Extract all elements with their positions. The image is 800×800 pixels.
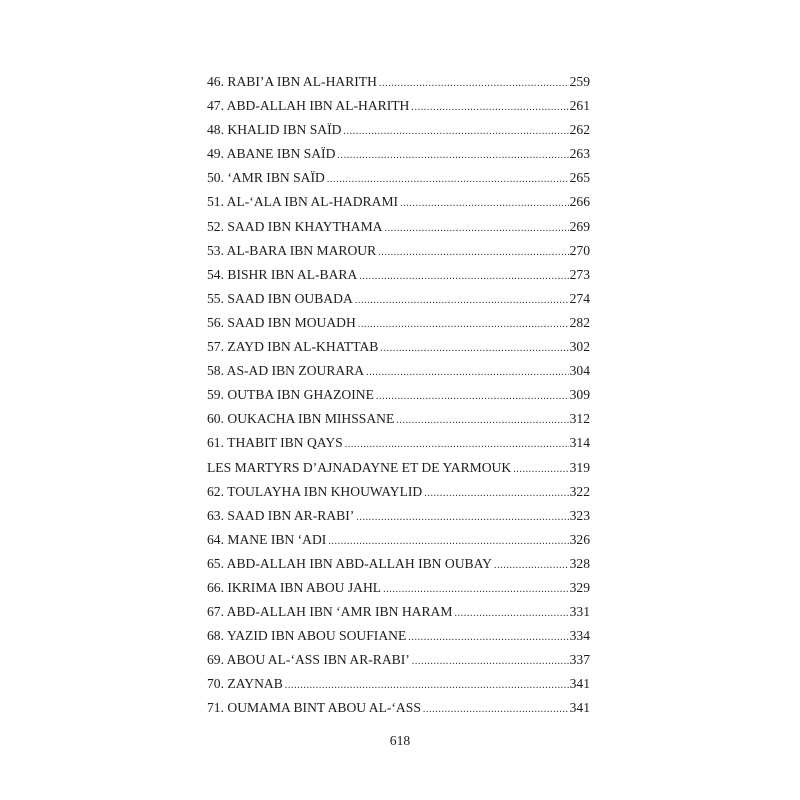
toc-entry-page: 328	[569, 555, 590, 571]
toc-entry-page: 270	[569, 242, 590, 258]
toc-entry-title: 54. BISHR IBN AL-BARA	[207, 266, 358, 282]
toc-entry	[207, 146, 590, 170]
dot-leader	[400, 198, 569, 209]
dot-leader	[454, 608, 568, 619]
dot-leader	[379, 78, 569, 89]
toc-entry	[207, 387, 590, 411]
toc-entry-title: 64. MANE IBN ‘ADI	[207, 531, 327, 547]
toc-entry-title: 60. OUKACHA IBN MIHSSANE	[207, 411, 395, 427]
toc-entry-page: 322	[569, 483, 590, 499]
toc-entry-title: 62. TOULAYHA IBN KHOUWAYLID	[207, 483, 423, 499]
toc-entry-title: 56. SAAD IBN MOUADH	[207, 314, 356, 330]
toc-entry	[207, 98, 590, 122]
toc-entry-title: 66. IKRIMA IBN ABOU JAHL	[207, 579, 382, 595]
toc-entry-page: 341	[569, 700, 590, 716]
toc-entry-page: 261	[569, 98, 590, 114]
toc-entry-page: 309	[569, 387, 590, 403]
toc-entry-title: 69. ABOU AL-‘ASS IBN AR-RABI’	[207, 652, 410, 668]
toc-entry	[207, 74, 590, 98]
toc-entry-title: 49. ABANE IBN SAÏD	[207, 146, 336, 162]
toc-entry-title: 47. ABD-ALLAH IBN AL-HARITH	[207, 98, 410, 114]
toc-entry-title: LES MARTYRS D’AJNADAYNE ET DE YARMOUK	[207, 459, 512, 475]
toc-entry-page: 269	[569, 218, 590, 234]
toc-entry-page: 282	[569, 314, 590, 330]
dot-leader	[328, 536, 568, 547]
toc-entry-title: 50. ‘AMR IBN SAÏD	[207, 170, 325, 186]
dot-leader	[285, 680, 569, 691]
toc-entry	[207, 219, 590, 243]
toc-entry-title: 59. OUTBA IBN GHAZOINE	[207, 387, 374, 403]
toc-entry-title: 46. RABI’A IBN AL-HARITH	[207, 74, 377, 89]
toc-entry	[207, 315, 590, 339]
dot-leader	[408, 632, 568, 643]
toc-entry-page: 331	[569, 604, 590, 620]
toc-entry-page: 319	[569, 459, 590, 475]
toc-entry	[207, 676, 590, 700]
dot-leader	[337, 150, 568, 161]
toc-entry	[207, 628, 590, 652]
toc-entry-page: 259	[569, 74, 590, 89]
toc-entry	[207, 556, 590, 580]
dot-leader	[356, 512, 568, 523]
toc-entry-title: 67. ABD-ALLAH IBN ‘AMR IBN HARAM	[207, 604, 453, 620]
dot-leader	[327, 174, 569, 185]
toc-entry	[207, 194, 590, 218]
toc-entry	[207, 267, 590, 291]
toc-entry-title: 48. KHALID IBN SAÏD	[207, 122, 342, 138]
dot-leader	[424, 488, 568, 499]
toc-entry-title: 51. AL-‘ALA IBN AL-HADRAMI	[207, 194, 399, 210]
toc-entry	[207, 170, 590, 194]
dot-leader	[411, 102, 568, 113]
toc-entry-page: 329	[569, 579, 590, 595]
toc-entry	[207, 460, 590, 484]
page-number: 618	[389, 733, 411, 748]
toc-entry-title: 52. SAAD IBN KHAYTHAMA	[207, 218, 383, 234]
dot-leader	[423, 704, 569, 715]
dot-leader	[359, 271, 568, 282]
dot-leader	[412, 656, 569, 667]
toc-entry	[207, 243, 590, 267]
toc-entry-title: 61. THABIT IBN QAYS	[207, 435, 343, 451]
toc-entry-page: 334	[569, 628, 590, 644]
toc-entry	[207, 532, 590, 556]
toc-entry	[207, 700, 590, 724]
dot-leader	[343, 126, 568, 137]
toc-entry-title: 58. AS-AD IBN ZOURARA	[207, 363, 365, 379]
toc-entry-page: 302	[569, 339, 590, 355]
toc-entry	[207, 411, 590, 435]
dot-leader	[355, 295, 569, 306]
toc-entry-page: 274	[569, 290, 590, 306]
toc-entry-page: 341	[569, 676, 590, 692]
toc-entry-page: 266	[569, 194, 590, 210]
dot-leader	[366, 367, 569, 378]
dot-leader	[513, 464, 568, 475]
toc-entry	[207, 122, 590, 146]
toc-entry-page: 314	[569, 435, 590, 451]
toc-entry-page: 263	[569, 146, 590, 162]
dot-leader	[396, 415, 568, 426]
dot-leader	[380, 343, 568, 354]
dot-leader	[383, 584, 569, 595]
dot-leader	[384, 223, 568, 234]
toc-entry-title: 57. ZAYD IBN AL-KHATTAB	[207, 339, 379, 355]
dot-leader	[358, 319, 569, 330]
dot-leader	[345, 439, 569, 450]
dot-leader	[376, 391, 569, 402]
toc-entry-title: 63. SAAD IBN AR-RABI’	[207, 507, 355, 523]
toc-entry-page: 326	[569, 531, 590, 547]
toc-entry-page: 312	[569, 411, 590, 427]
toc-entry-title: 71. OUMAMA BINT ABOU AL-‘ASS	[207, 700, 421, 716]
toc-entry-page: 337	[569, 652, 590, 668]
toc-entry-page: 304	[569, 363, 590, 379]
toc-entry	[207, 652, 590, 676]
toc-entry-title: 55. SAAD IBN OUBADA	[207, 290, 353, 306]
toc-entry-title: 53. AL-BARA IBN MAROUR	[207, 242, 377, 258]
dot-leader	[494, 560, 569, 571]
toc-entry-title: 65. ABD-ALLAH IBN ABD-ALLAH IBN OUBAY	[207, 555, 492, 571]
toc-entry	[207, 339, 590, 363]
toc-entry-page: 265	[569, 170, 590, 186]
toc-entry	[207, 508, 590, 532]
toc-entry-title: 70. ZAYNAB	[207, 676, 283, 692]
toc-entry	[207, 484, 590, 508]
toc-entry	[207, 435, 590, 459]
toc-entry-page: 323	[569, 507, 590, 523]
toc-entry-title: 68. YAZID IBN ABOU SOUFIANE	[207, 628, 407, 644]
table-of-contents	[207, 74, 590, 725]
toc-entry	[207, 291, 590, 315]
dot-leader	[378, 247, 568, 258]
toc-entry	[207, 604, 590, 628]
toc-entry-page: 262	[569, 122, 590, 138]
toc-entry	[207, 363, 590, 387]
toc-entry	[207, 580, 590, 604]
toc-entry-page: 273	[569, 266, 590, 282]
